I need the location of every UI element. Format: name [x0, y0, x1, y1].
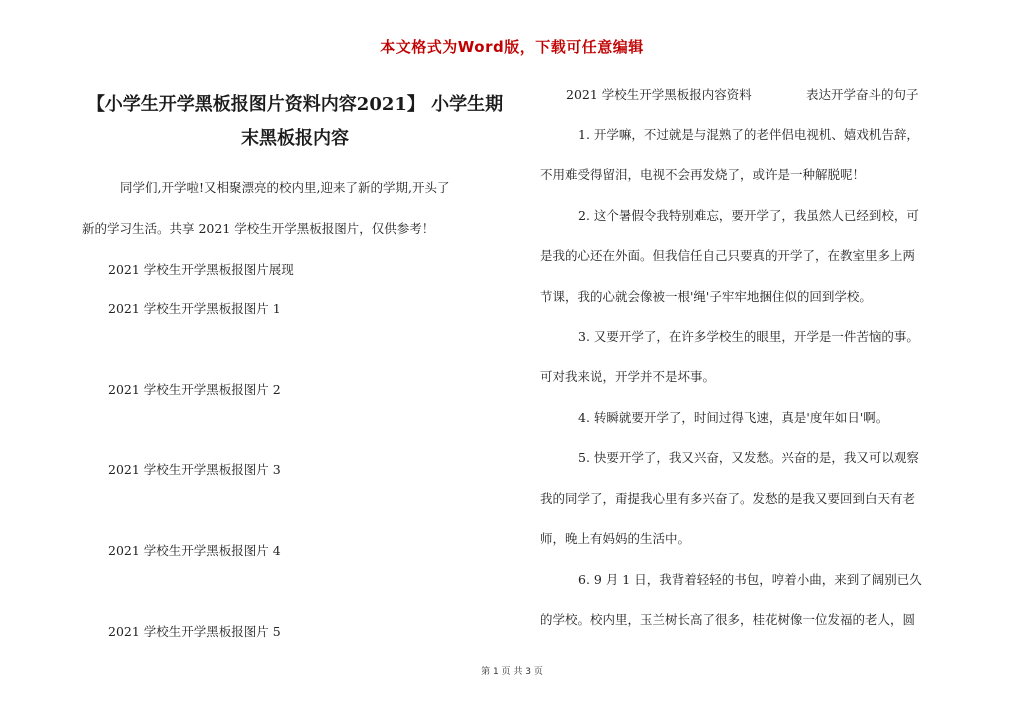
paragraph-line: 4. 转瞬就要开学了，时间过得飞速，真是'度年如日'啊。: [578, 410, 889, 425]
page-footer: 第 1 页 共 3 页: [481, 667, 543, 677]
image-caption-1: 2021 学校生开学黑板报图片 1: [108, 301, 281, 316]
paragraph-line: 我的同学了，甭提我心里有多兴奋了。发愁的是我又要回到白天有老: [540, 491, 916, 506]
paragraph-line: 节课，我的心就会像被一根'绳'子牢牢地捆住似的回到学校。: [540, 289, 872, 304]
image-caption-5: 2021 学校生开学黑板报图片 5: [108, 624, 281, 639]
paragraph-line: 师，晚上有妈妈的生活中。: [540, 531, 691, 546]
format-notice-banner: 本文格式为Word版，下载可任意编辑: [380, 38, 644, 56]
paragraph-line: 3. 又要开学了，在许多学校生的眼里，开学是一件苦恼的事。: [578, 329, 919, 344]
paragraph-line: 2. 这个暑假令我特别难忘，要开学了，我虽然人已经到校，可: [578, 208, 919, 223]
image-caption-2: 2021 学校生开学黑板报图片 2: [108, 382, 281, 397]
right-heading-quotes: 表达开学奋斗的句子: [806, 87, 919, 102]
image-caption-4: 2021 学校生开学黑板报图片 4: [108, 543, 281, 558]
page-title: [60, 88, 530, 156]
paragraph-line: 1. 开学嘛，不过就是与混熟了的老伴侣电视机、嬉戏机告辞，: [578, 127, 919, 142]
intro-line-2: 新的学习生活。共享 2021 学校生开学黑板报图片，仅供参考！: [82, 221, 435, 236]
title-line-2: 末黑板报内容: [241, 128, 349, 149]
paragraph-line: 6. 9 月 1 日，我背着轻轻的书包，哼着小曲，来到了阔别已久: [578, 572, 922, 587]
paragraph-line: 可对我来说，开学并不是坏事。: [540, 369, 716, 384]
intro-line-1: 同学们,开学啦!又相聚漂亮的校内里,迎来了新的学期,开头了: [120, 180, 450, 195]
image-caption-3: 2021 学校生开学黑板报图片 3: [108, 462, 281, 477]
right-heading-content: 2021 学校生开学黑板报内容资料: [566, 87, 752, 102]
paragraph-line: 的学校。校内里，玉兰树长高了很多，桂花树像一位发福的老人，圆: [540, 612, 916, 627]
image-section-heading: 2021 学校生开学黑板报图片展现: [108, 262, 294, 277]
title-line-1: 【小学生开学黑板报图片资料内容2021】 小学生期: [86, 94, 504, 115]
paragraph-line: 是我的心还在外面。但我信任自己只要真的开学了，在教室里多上两: [540, 248, 916, 263]
paragraph-line: 不用难受得留泪，电视不会再发烧了，或许是一种解脱呢！: [540, 167, 866, 182]
paragraph-line: 5. 快要开学了，我又兴奋，又发愁。兴奋的是，我又可以观察: [578, 450, 919, 465]
